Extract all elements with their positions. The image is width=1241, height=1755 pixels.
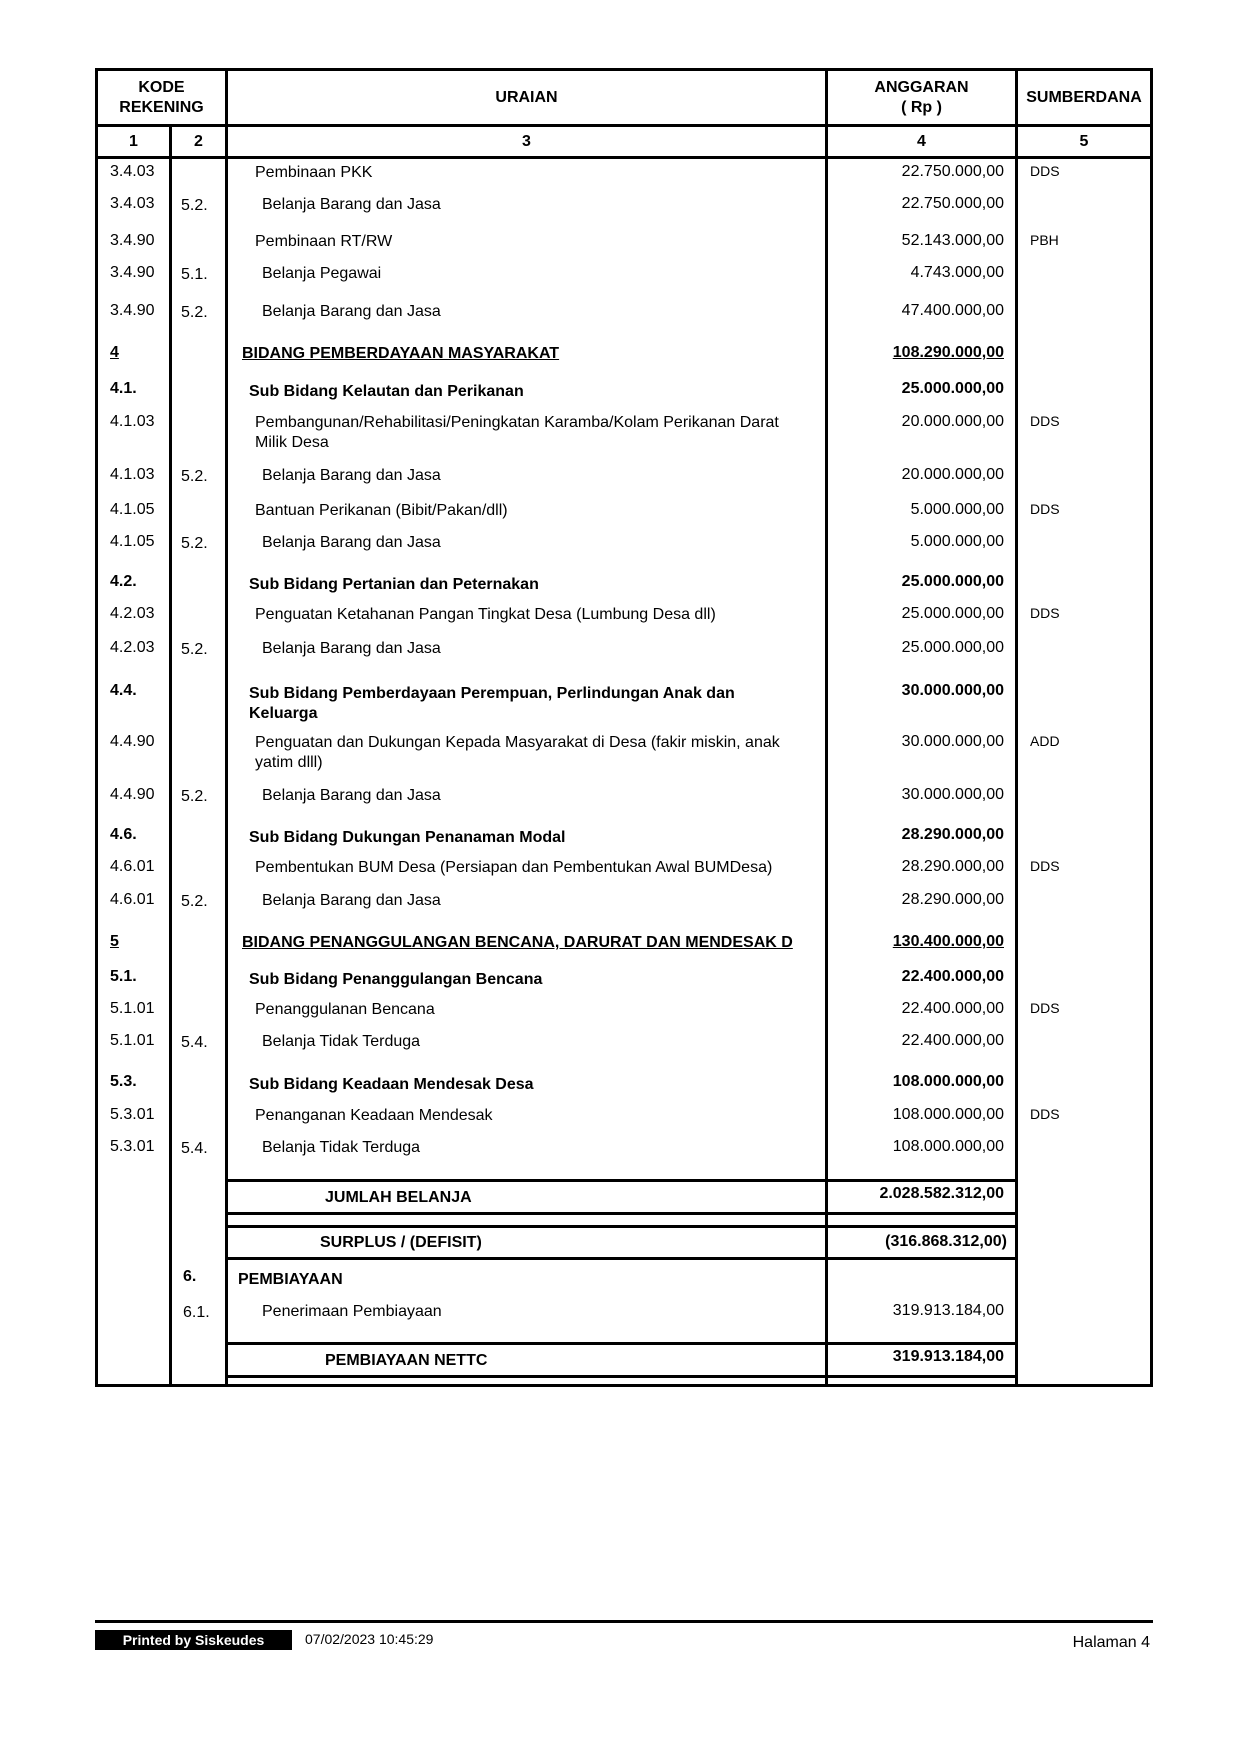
row-code: 4.6.01 <box>110 891 155 908</box>
row-code: 5.3.01 <box>110 1106 155 1123</box>
netto-label: PEMBIAYAAN NETTC <box>325 1352 488 1369</box>
table-bottom-border <box>225 1384 1153 1387</box>
row-uraian: Belanja Tidak Terduga <box>262 1033 421 1050</box>
row-sumberdana: DDS <box>1030 1106 1060 1122</box>
row-uraian: Penanganan Keadaan Mendesak <box>255 1107 493 1124</box>
row-code: 4.4.90 <box>110 733 155 750</box>
page-number: Halaman 4 <box>1072 1634 1150 1651</box>
row-anggaran: 25.000.000,00 <box>901 605 1004 622</box>
row-uraian: Belanja Barang dan Jasa <box>262 534 441 551</box>
header-sumberdana: SUMBERDANA <box>1026 88 1142 106</box>
row-anggaran: 25.000.000,00 <box>901 639 1004 656</box>
netto-value: 319.913.184,00 <box>892 1348 1004 1365</box>
table-bottom-left <box>95 1384 228 1387</box>
row-code: 4.1.05 <box>110 533 155 550</box>
row-anggaran: 108.000.000,00 <box>892 1138 1004 1155</box>
jumlah-bottom <box>225 1212 1018 1215</box>
row-anggaran: 5.000.000,00 <box>910 501 1004 518</box>
netto-bottom <box>225 1375 1018 1378</box>
row-anggaran: 28.290.000,00 <box>901 826 1004 843</box>
header-col-4: 4 <box>917 132 926 150</box>
jumlah-top <box>225 1179 1018 1182</box>
surplus-top <box>225 1225 1018 1228</box>
row-anggaran: 28.290.000,00 <box>901 891 1004 908</box>
row-uraian: Sub Bidang Dukungan Penanaman Modal <box>249 829 566 846</box>
jumlah-belanja-label: JUMLAH BELANJA <box>325 1189 472 1206</box>
row-code: 4.1.03 <box>110 413 155 430</box>
footer-divider <box>95 1620 1153 1623</box>
surplus-value: (316.868.312,00) <box>885 1233 1007 1250</box>
printed-by-label: Printed by Siskeudes <box>95 1630 292 1650</box>
header-col-5: 5 <box>1079 132 1089 150</box>
row-anggaran: 22.400.000,00 <box>901 968 1004 985</box>
row-code: 4.1. <box>110 380 137 397</box>
row-code: 3.4.90 <box>110 302 155 319</box>
row-uraian: Belanja Barang dan Jasa <box>262 787 441 804</box>
row-anggaran: 108.000.000,00 <box>892 1073 1004 1090</box>
row-uraian: BIDANG PEMBERDAYAAN MASYARAKAT <box>242 345 560 362</box>
row-code: 4.6. <box>110 826 137 843</box>
row-uraian: Pembinaan PKK <box>255 164 373 181</box>
header-kode-rekening: KODE REKENING <box>119 78 204 116</box>
row-subcode: 5.4. <box>181 1140 208 1157</box>
row-code: 4.4. <box>110 682 137 699</box>
penerimaan-value: 319.913.184,00 <box>892 1302 1004 1319</box>
row-subcode: 5.1. <box>181 266 208 283</box>
row-subcode: 5.2. <box>181 468 208 485</box>
row-uraian: BIDANG PENANGGULANGAN BENCANA, DARURAT DAN MENDESAK D <box>242 934 793 951</box>
row-uraian: Sub Bidang Pemberdayaan Perempuan, Perlindungan Anak dan Keluarga <box>249 685 735 722</box>
row-anggaran: 30.000.000,00 <box>901 733 1004 750</box>
row-code: 4.1.05 <box>110 501 155 518</box>
row-anggaran: 22.400.000,00 <box>901 1032 1004 1049</box>
row-sumberdana: ADD <box>1030 733 1060 749</box>
row-anggaran: 30.000.000,00 <box>901 682 1004 699</box>
row-anggaran: 30.000.000,00 <box>901 786 1004 803</box>
row-sumberdana: DDS <box>1030 501 1060 517</box>
header-anggaran-unit: ( Rp ) <box>901 98 942 116</box>
row-anggaran: 20.000.000,00 <box>901 466 1004 483</box>
surplus-label: SURPLUS / (DEFISIT) <box>320 1234 482 1251</box>
row-subcode: 5.2. <box>181 788 208 805</box>
row-uraian: Sub Bidang Penanggulangan Bencana <box>249 971 543 988</box>
row-anggaran: 25.000.000,00 <box>901 380 1004 397</box>
row-anggaran: 130.400.000,00 <box>892 933 1004 950</box>
row-uraian: Belanja Barang dan Jasa <box>262 892 441 909</box>
header-bottom-border <box>95 156 1153 159</box>
row-uraian: Belanja Barang dan Jasa <box>262 196 441 213</box>
row-code: 5 <box>110 933 119 950</box>
row-sumberdana: DDS <box>1030 163 1060 179</box>
row-uraian: Belanja Barang dan Jasa <box>262 303 441 320</box>
row-code: 5.1.01 <box>110 1032 155 1049</box>
row-code: 4.4.90 <box>110 786 155 803</box>
row-uraian: Penguatan dan Dukungan Kepada Masyarakat di Desa (fakir miskin, anak yatim dlll) <box>255 734 780 771</box>
row-uraian: Pembinaan RT/RW <box>255 233 393 250</box>
row-anggaran: 52.143.000,00 <box>901 232 1004 249</box>
row-anggaran: 22.750.000,00 <box>901 195 1004 212</box>
pembiayaan-code: 6. <box>183 1268 197 1285</box>
row-subcode: 5.2. <box>181 304 208 321</box>
row-uraian: Sub Bidang Keadaan Mendesak Desa <box>249 1076 534 1093</box>
row-code: 4.2. <box>110 573 137 590</box>
row-code: 4.6.01 <box>110 858 155 875</box>
jumlah-belanja-value: 2.028.582.312,00 <box>879 1185 1004 1202</box>
table-left-border <box>95 68 98 1386</box>
header-anggaran <box>828 71 1015 124</box>
row-sumberdana: DDS <box>1030 1000 1060 1016</box>
row-uraian: Belanja Pegawai <box>262 265 382 282</box>
row-uraian: Sub Bidang Kelautan dan Perikanan <box>249 383 524 400</box>
row-code: 4.2.03 <box>110 605 155 622</box>
header-uraian: URAIAN <box>495 88 558 106</box>
print-timestamp: 07/02/2023 10:45:29 <box>305 1631 434 1647</box>
row-code: 3.4.03 <box>110 195 155 212</box>
header-anggaran-label: ANGGARAN <box>874 78 969 96</box>
row-subcode: 5.2. <box>181 535 208 552</box>
table-header <box>95 68 1153 156</box>
penerimaan-code: 6.1. <box>183 1304 210 1321</box>
row-code: 4.2.03 <box>110 639 155 656</box>
col-line-4 <box>1015 68 1018 1386</box>
row-code: 5.1. <box>110 968 137 985</box>
row-anggaran: 4.743.000,00 <box>910 264 1004 281</box>
penerimaan-label: Penerimaan Pembiayaan <box>262 1303 442 1320</box>
row-subcode: 5.2. <box>181 893 208 910</box>
row-anggaran: 108.290.000,00 <box>892 344 1004 361</box>
row-anggaran: 28.290.000,00 <box>901 858 1004 875</box>
row-uraian: Belanja Barang dan Jasa <box>262 467 441 484</box>
row-anggaran: 25.000.000,00 <box>901 573 1004 590</box>
header-col-3: 3 <box>522 132 531 150</box>
row-code: 5.1.01 <box>110 1000 155 1017</box>
row-anggaran: 47.400.000,00 <box>901 302 1004 319</box>
row-uraian: Pembangunan/Rehabilitasi/Peningkatan Karamba/Kolam Perikanan Darat Milik Desa <box>255 414 779 451</box>
header-col-2: 2 <box>194 132 203 150</box>
row-anggaran: 22.750.000,00 <box>901 163 1004 180</box>
row-sumberdana: DDS <box>1030 413 1060 429</box>
row-sumberdana: DDS <box>1030 858 1060 874</box>
row-sumberdana: PBH <box>1030 232 1059 248</box>
row-anggaran: 20.000.000,00 <box>901 413 1004 430</box>
row-anggaran: 22.400.000,00 <box>901 1000 1004 1017</box>
row-code: 4.1.03 <box>110 466 155 483</box>
row-uraian: Penanggulanan Bencana <box>255 1001 435 1018</box>
budget-table <box>95 68 1153 1388</box>
row-code: 5.3. <box>110 1073 137 1090</box>
pembiayaan-label: PEMBIAYAAN <box>238 1271 343 1288</box>
row-subcode: 5.4. <box>181 1034 208 1051</box>
table-right-border <box>1150 68 1153 1386</box>
surplus-bottom <box>225 1257 1018 1260</box>
row-subcode: 5.2. <box>181 641 208 658</box>
row-uraian: Penguatan Ketahanan Pangan Tingkat Desa (Lumbung Desa dll) <box>255 606 716 623</box>
row-uraian: Bantuan Perikanan (Bibit/Pakan/dll) <box>255 502 508 519</box>
row-code: 3.4.90 <box>110 232 155 249</box>
row-uraian: Pembentukan BUM Desa (Persiapan dan Pembentukan Awal BUMDesa) <box>255 859 773 876</box>
row-sumberdana: DDS <box>1030 605 1060 621</box>
row-code: 5.3.01 <box>110 1138 155 1155</box>
row-uraian: Belanja Tidak Terduga <box>262 1139 421 1156</box>
row-anggaran: 5.000.000,00 <box>910 533 1004 550</box>
header-col-1: 1 <box>129 132 138 150</box>
row-subcode: 5.2. <box>181 197 208 214</box>
row-uraian: Belanja Barang dan Jasa <box>262 640 441 657</box>
row-uraian: Sub Bidang Pertanian dan Peternakan <box>249 576 539 593</box>
netto-top <box>225 1342 1018 1345</box>
row-code: 4 <box>110 344 119 361</box>
row-code: 3.4.03 <box>110 163 155 180</box>
row-code: 3.4.90 <box>110 264 155 281</box>
row-anggaran: 108.000.000,00 <box>892 1106 1004 1123</box>
